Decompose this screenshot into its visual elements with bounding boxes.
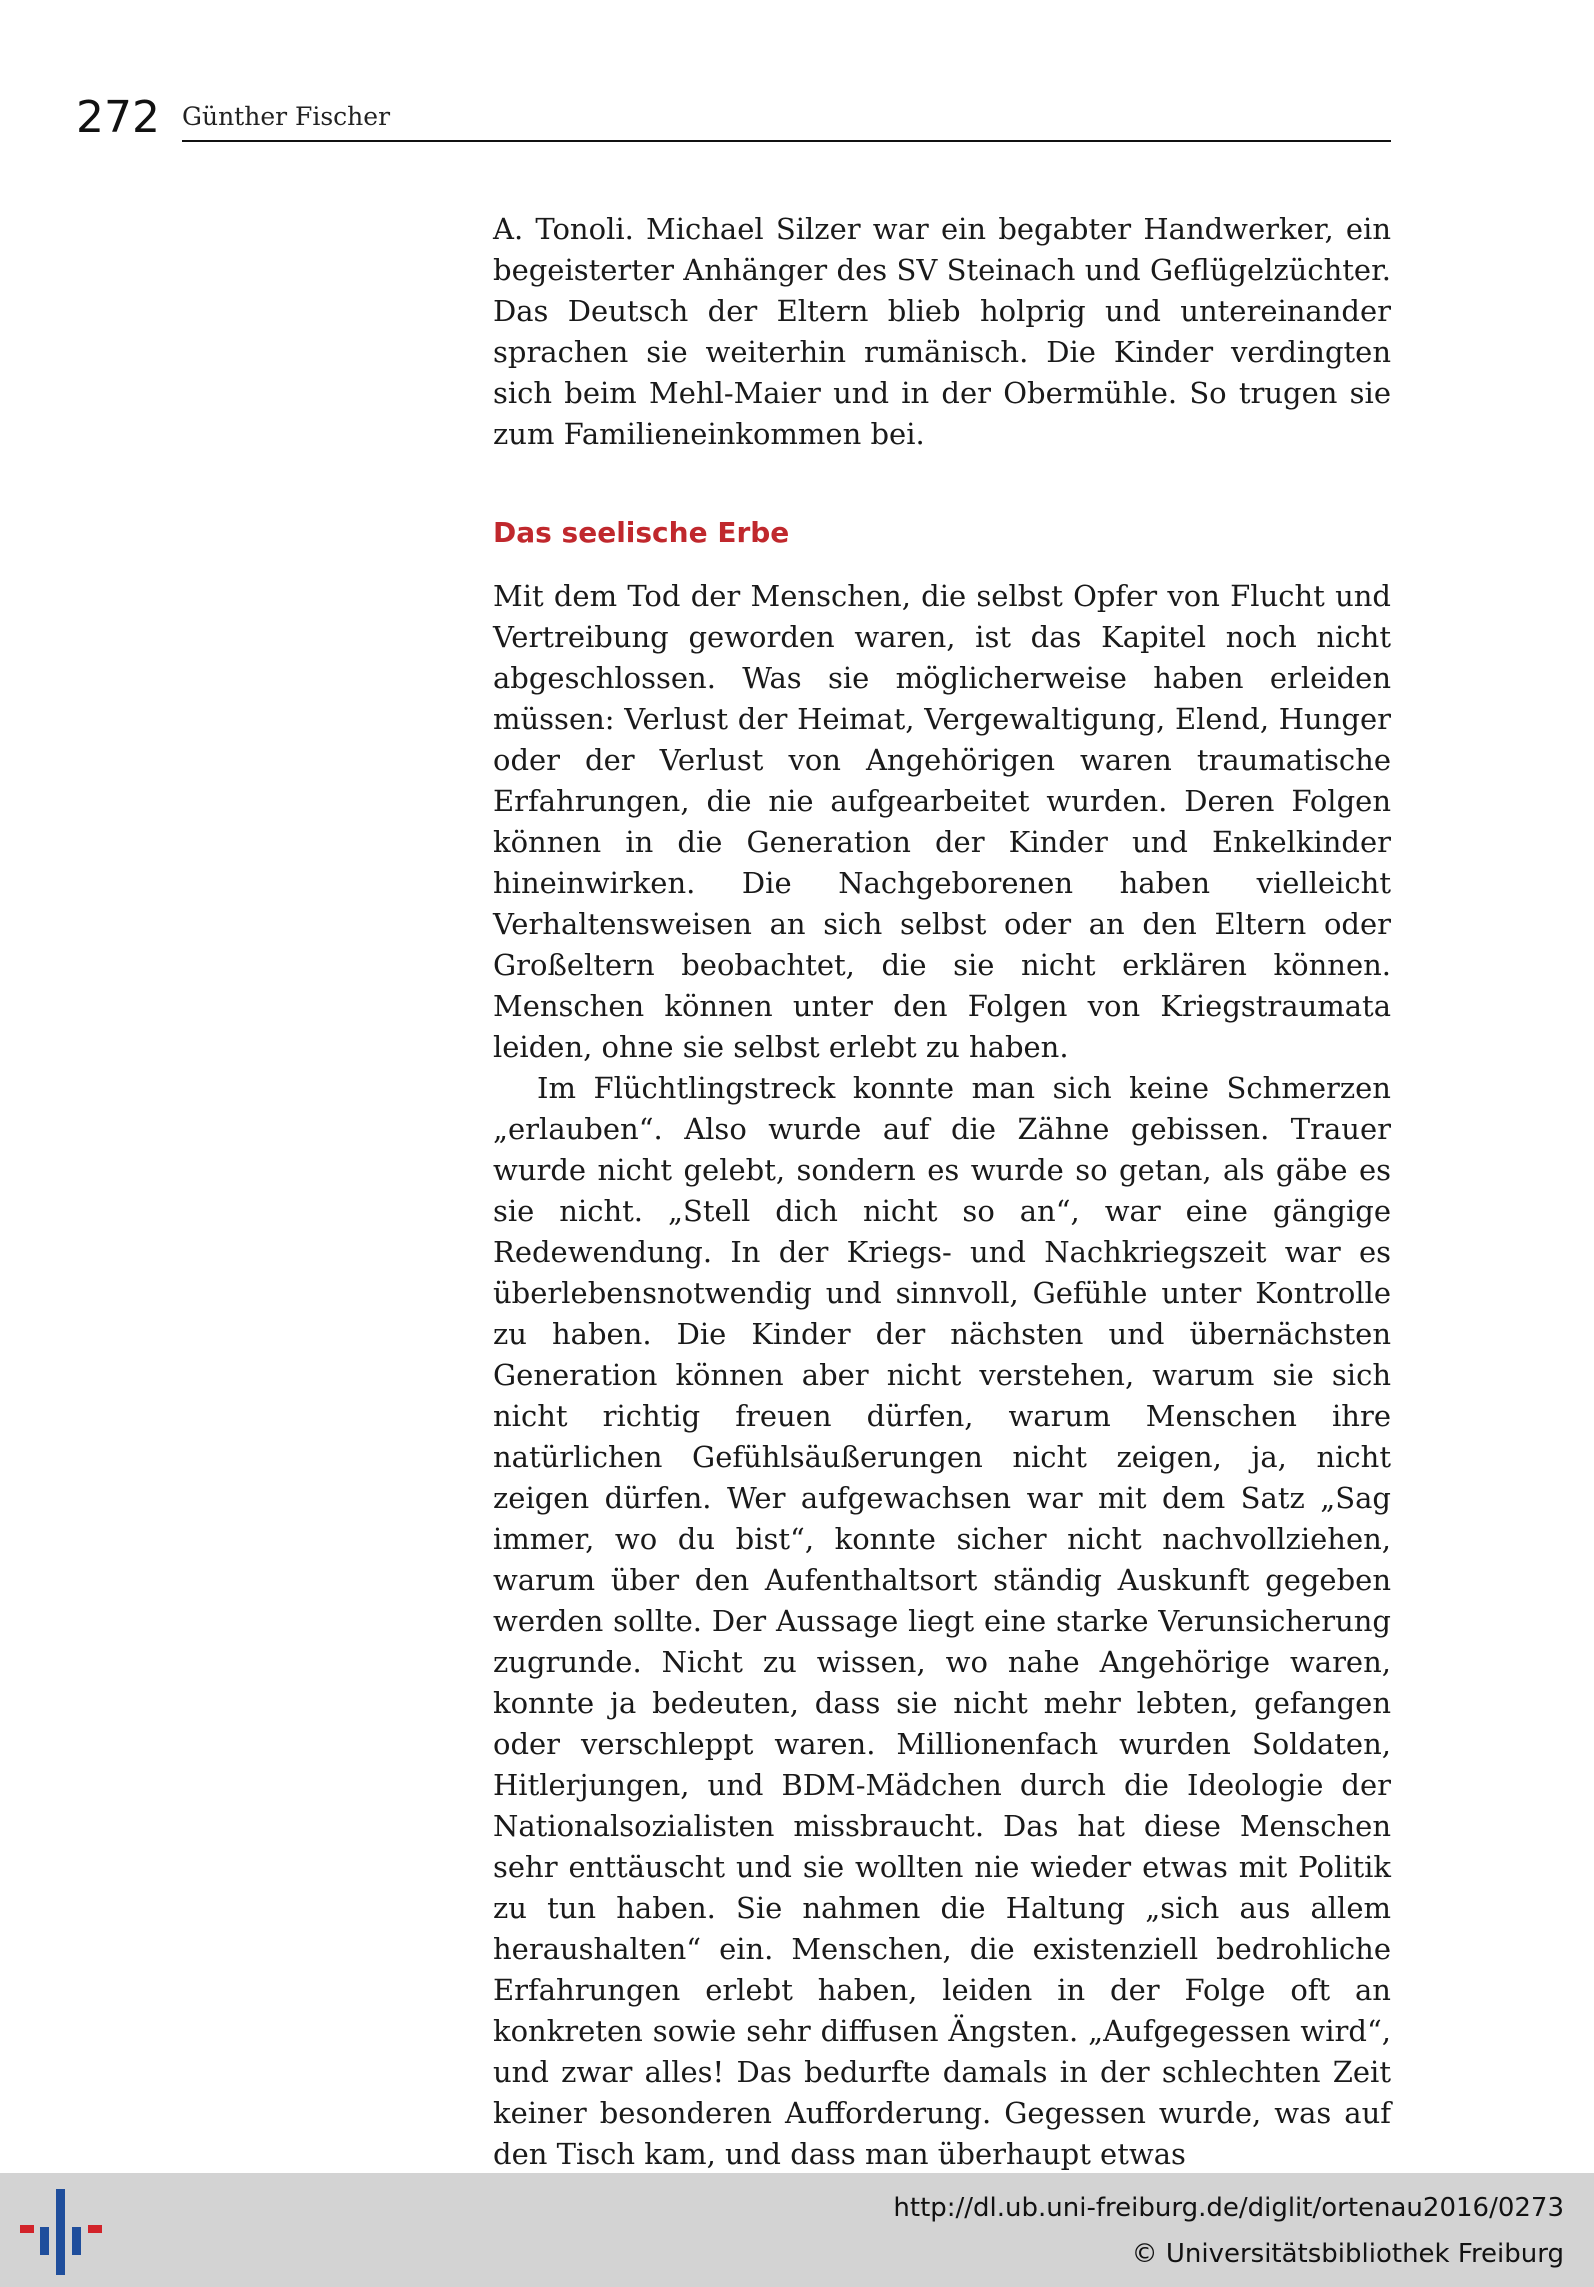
footer-bar [0, 2173, 1594, 2287]
running-head [76, 92, 1391, 144]
section-heading: Das seelische Erbe [493, 516, 790, 549]
body-paragraph-1: Mit dem Tod der Menschen, die selbst Opfer von Flucht und Vertreibung geworden waren, ist das Kapitel noch nicht abgeschlossen. Was sie möglicherweise haben erleiden müssen: Verlust der Heimat, Vergewaltigung, Elend, Hunger oder der Verlust von Angehörigen waren traumatische Erfahrungen, die nie aufgearbeitet wurden. Deren Folgen können in die Generation der Kinder und Enkelkinder hineinwirken. Die Nachgeborenen haben vielleicht Verhaltensweisen an sich selbst oder an den Eltern oder Großeltern beobachtet, die sie nicht erklären können. Menschen können unter den Folgen von Kriegstraumata leiden, ohne sie selbst erlebt zu haben. [493, 579, 1391, 1064]
intro-paragraph: A. Tonoli. Michael Silzer war ein begabter Handwerker, ein begeisterter Anhänger des SV Steinach und Geflügelzüchter. Das Deutsch der Eltern blieb holprig und untereinander sprachen sie weiterhin rumänisch. Die Kinder verdingten sich beim Mehl-Maier und in der Obermühle. So trugen sie zum Familieneinkommen bei. [493, 212, 1391, 451]
body-paragraph-2: Im Flüchtlingstreck konnte man sich keine Schmerzen „erlauben“. Also wurde auf die Zähne gebissen. Trauer wurde nicht gelebt, sondern es wurde so getan, als gäbe es sie nicht. „Stell dich nicht so an“, war eine gängige Redewendung. In der Kriegs- und Nachkriegszeit war es überlebensnotwendig und sinnvoll, Gefühle unter Kontrolle zu haben. Die Kinder der nächsten und übernächsten Generation können aber nicht verstehen, warum sie sich nicht richtig freuen dürfen, warum Menschen ihre natürlichen Gefühlsäußerungen nicht zeigen, ja, nicht zeigen dürfen. Wer aufgewachsen war mit dem Satz „Sag immer, wo du bist“, konnte sicher nicht nachvollziehen, warum über den Aufenthaltsort ständig Auskunft gegeben werden sollte. Der Aussage liegt eine starke Verunsicherung zugrunde. Nicht zu wissen, wo nahe Angehörige waren, konnte ja bedeuten, dass sie nicht mehr lebten, gefangen oder verschleppt waren. Millionenfach wurden Soldaten, Hitlerjungen, und BDM-Mädchen durch die Ideologie der Nationalsozialisten missbraucht. Das hat diese Menschen sehr enttäuscht und sie wollten nie wieder etwas mit Politik zu tun haben. Sie nahmen die Haltung „sich aus allem heraushalten“ ein. Menschen, die existenziell bedrohliche Erfahrungen erlebt haben, leiden in der Folge oft an konkreten sowie sehr diffusen Ängsten. „Aufgegessen wird“, und zwar alles! Das bedurfte damals in der schlechten Zeit keiner besonderen Aufforderung. Gegessen wurde, was auf den Tisch kam, und dass man überhaupt etwas [493, 1071, 1391, 2171]
footer-copyright: © Universitätsbibliothek Freiburg [1131, 2239, 1564, 2269]
page-number: 272 [76, 92, 160, 143]
intro-block [493, 209, 1391, 455]
footer-url-link[interactable]: http://dl.ub.uni-freiburg.de/diglit/ortenau2016/0273 [893, 2193, 1564, 2223]
running-head-author: Günther Fischer [182, 102, 391, 131]
ub-freiburg-logo-icon [20, 2187, 104, 2277]
section-body [493, 576, 1391, 2175]
header-rule [182, 140, 1391, 142]
